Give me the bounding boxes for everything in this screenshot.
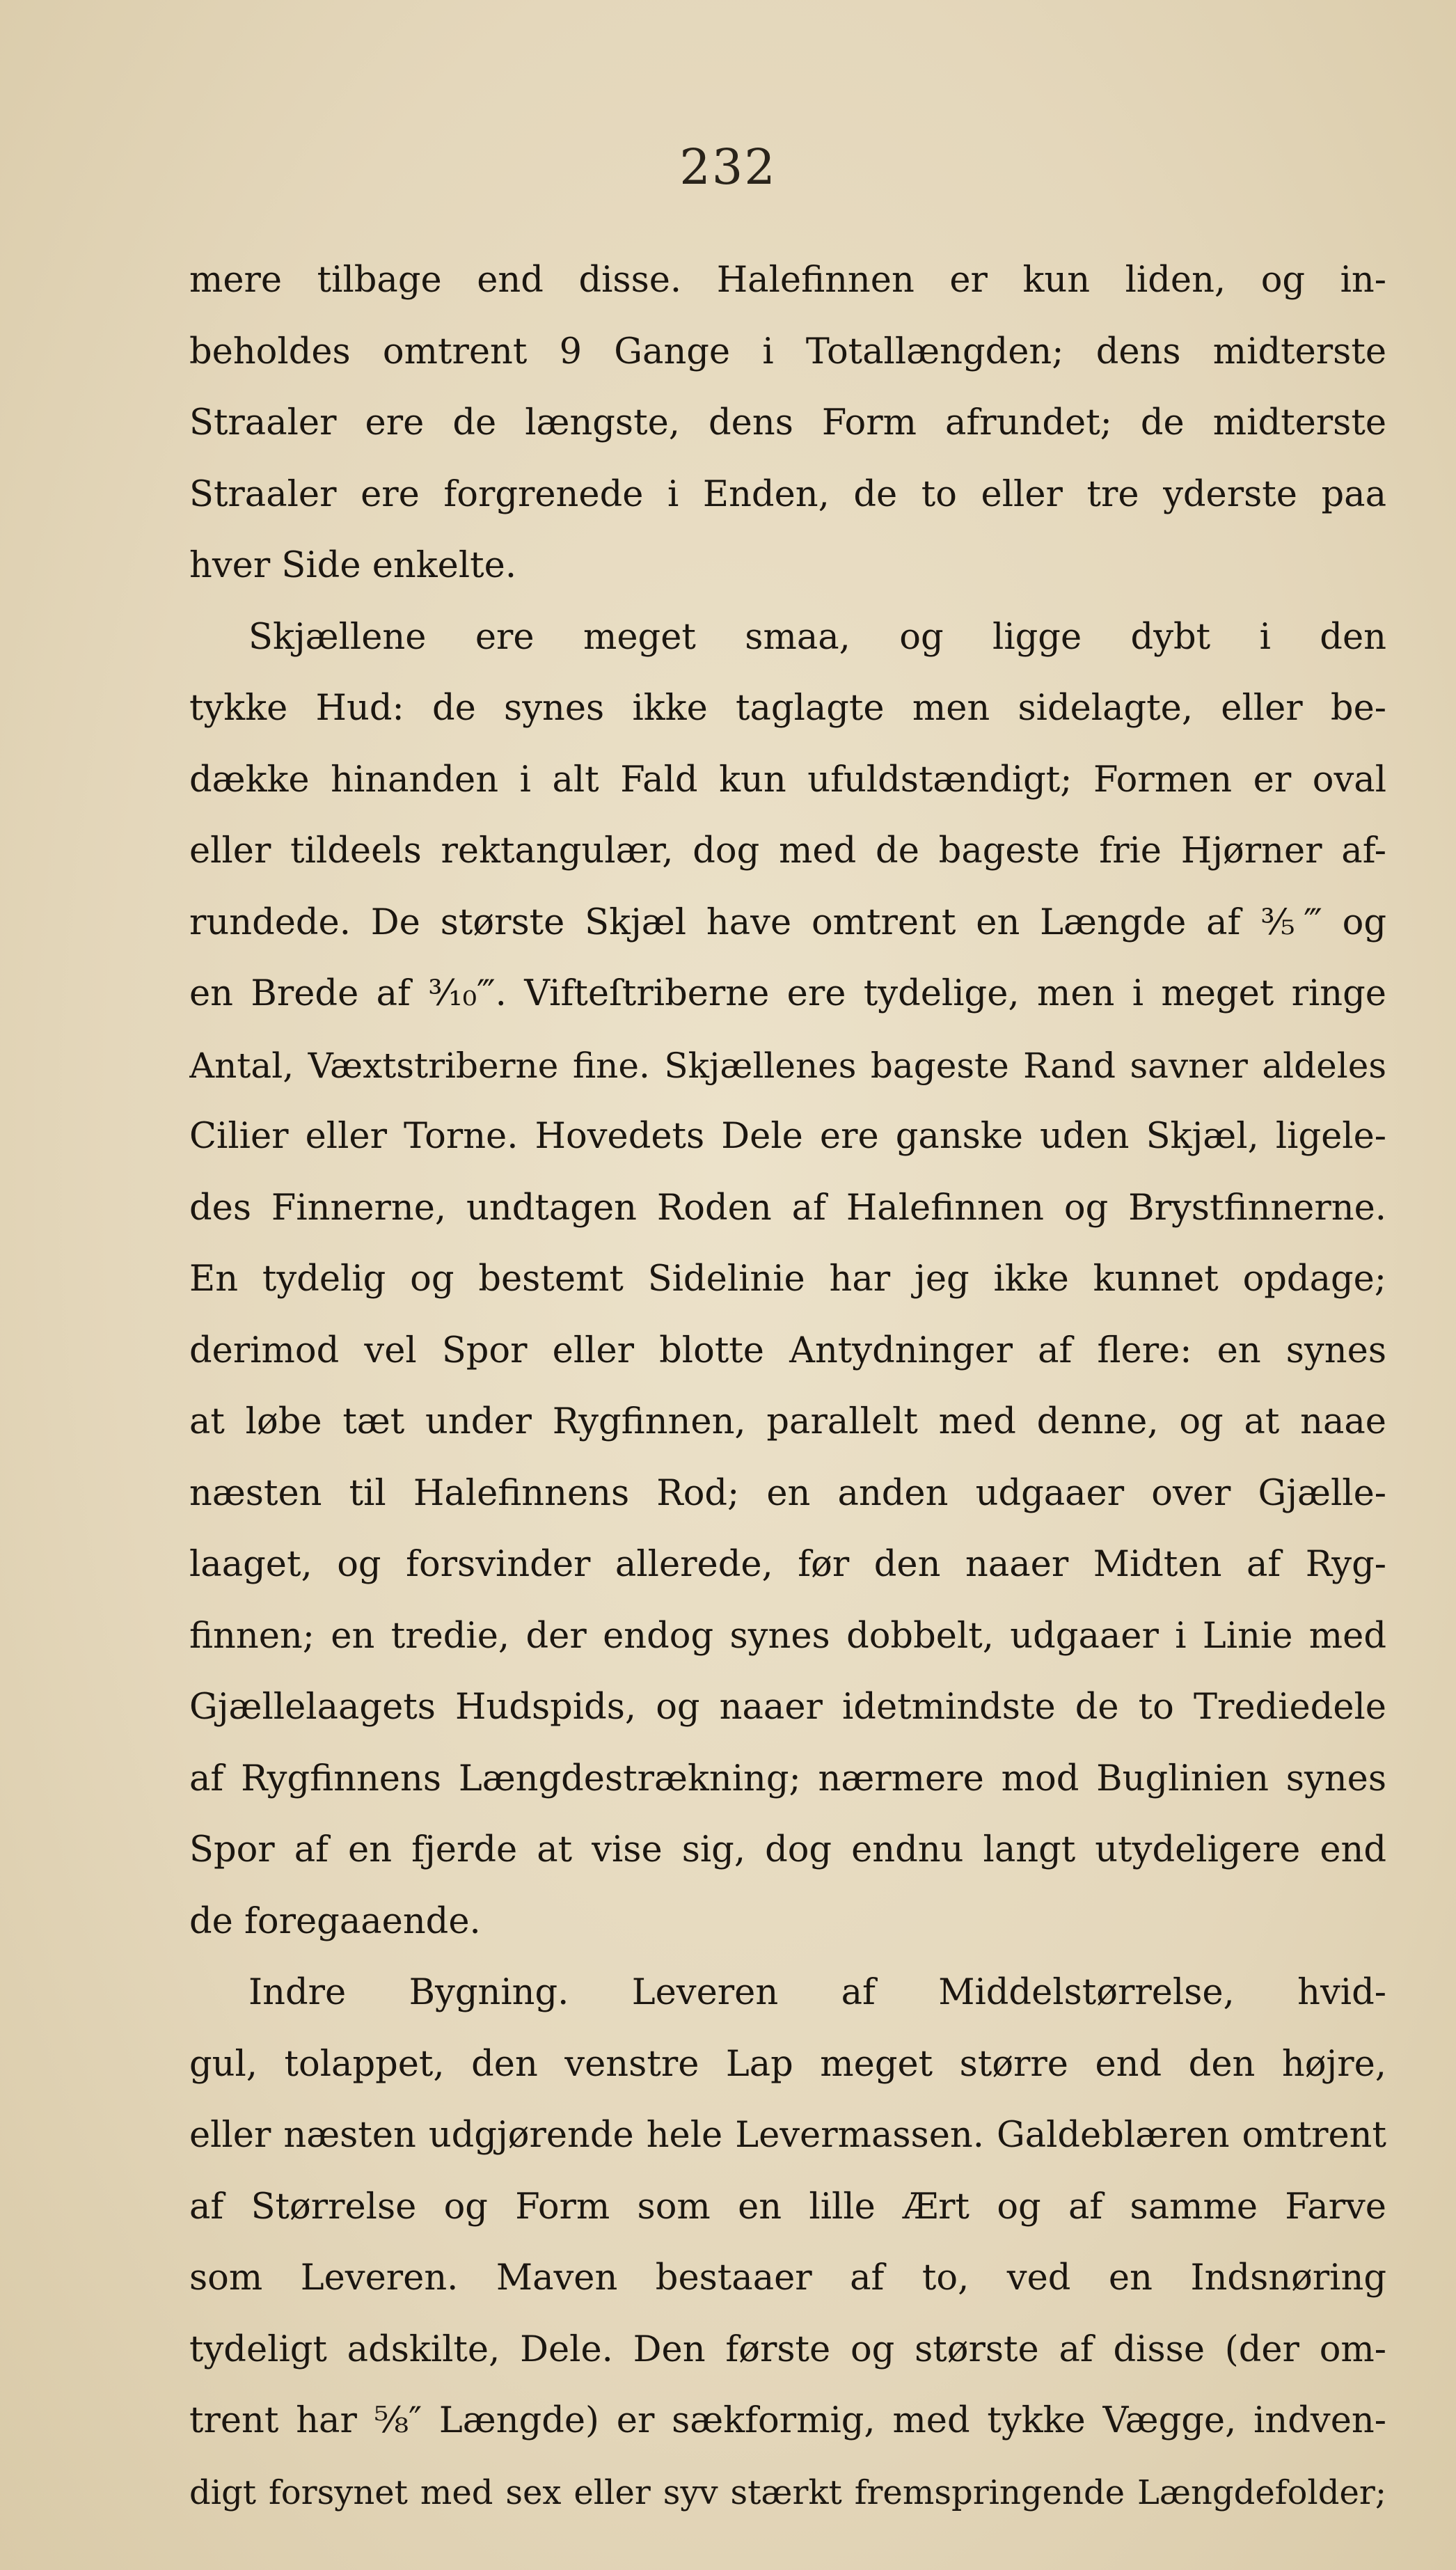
text-line: En tydelig og bestemt Sidelinie har jeg ikke kunnet opdage;	[189, 1259, 1386, 1300]
text-line: en Brede af ³⁄₁₀‴. Vifteſtriberne ere tydelige, men i meget ringe	[189, 973, 1386, 1014]
text-line: hver Side enkelte.	[189, 545, 517, 586]
text-line: Skjællene ere meget smaa, og ligge dybt i den	[248, 616, 1386, 658]
text-line: Cilier eller Torne. Hovedets Dele ere ganske uden Skjæl, ligele-	[189, 1116, 1386, 1157]
text-line: eller næsten udgjørende hele Levermassen. Galdeblæren omtrent	[189, 2115, 1386, 2156]
text-line: at løbe tæt under Rygfinnen, parallelt med denne, og at naae	[189, 1401, 1386, 1442]
body-text	[189, 245, 1386, 2528]
text-line: Indre Bygning. Leveren af Middelstørrelse, hvid-	[248, 1972, 1386, 2013]
text-line: af Rygfinnens Længdestrækning; nærmere mod Buglinien synes	[189, 1758, 1386, 1799]
text-line: Gjællelaagets Hudspids, og naaer idetmindste de to Trediedele	[189, 1687, 1386, 1728]
text-line: mere tilbage end disse. Halefinnen er kun liden, og in-	[189, 260, 1386, 301]
text-line: Straaler ere forgrenede i Enden, de to eller tre yderste paa	[189, 473, 1386, 515]
text-line: derimod vel Spor eller blotte Antydninger af flere: en synes	[189, 1330, 1386, 1371]
text-line: de foregaaende.	[189, 1900, 481, 1942]
text-line: des Finnerne, undtagen Roden af Halefinnen og Brystfinnerne.	[189, 1187, 1386, 1229]
text-line: finnen; en tredie, der endog synes dobbelt, udgaaer i Linie med	[189, 1615, 1386, 1657]
text-line: trent har ⅝″ Længde) er sækformig, med tykke Vægge, indven-	[189, 2400, 1386, 2441]
text-line: Antal, Væxtstriberne fine. Skjællenes bageste Rand savner aldeles	[189, 1045, 1386, 1086]
text-line: Straaler ere de længste, dens Form afrundet; de midterste	[189, 402, 1386, 443]
text-line: digt forsynet med sex eller syv stærkt fremspringende Længdefolder;	[189, 2473, 1386, 2512]
text-line: beholdes omtrent 9 Gange i Totallængden; dens midterste	[189, 331, 1386, 372]
text-line: laaget, og forsvinder allerede, før den naaer Midten af Ryg-	[189, 1544, 1386, 1585]
text-line: af Størrelse og Form som en lille Ært og af samme Farve	[189, 2186, 1386, 2228]
text-line: dække hinanden i alt Fald kun ufuldstændigt; Formen er oval	[189, 759, 1386, 801]
text-line: som Leveren. Maven bestaaer af to, ved en Indsnøring	[189, 2257, 1386, 2299]
text-line: tydeligt adskilte, Dele. Den første og største af disse (der om-	[189, 2328, 1386, 2370]
text-line: rundede. De største Skjæl have omtrent en Længde af ⅗‴ og	[189, 901, 1386, 943]
text-line: næsten til Halefinnens Rod; en anden udgaaer over Gjælle-	[189, 1472, 1386, 1514]
text-line: Spor af en fjerde at vise sig, dog endnu langt utydeligere end	[189, 1829, 1386, 1870]
text-line: eller tildeels rektangulær, dog med de bageste frie Hjørner af-	[189, 830, 1386, 872]
page-number: 232	[679, 139, 777, 196]
text-line: tykke Hud: de synes ikke taglagte men sidelagte, eller be-	[189, 688, 1386, 729]
text-line: gul, tolappet, den venstre Lap meget større end den højre,	[189, 2043, 1386, 2085]
